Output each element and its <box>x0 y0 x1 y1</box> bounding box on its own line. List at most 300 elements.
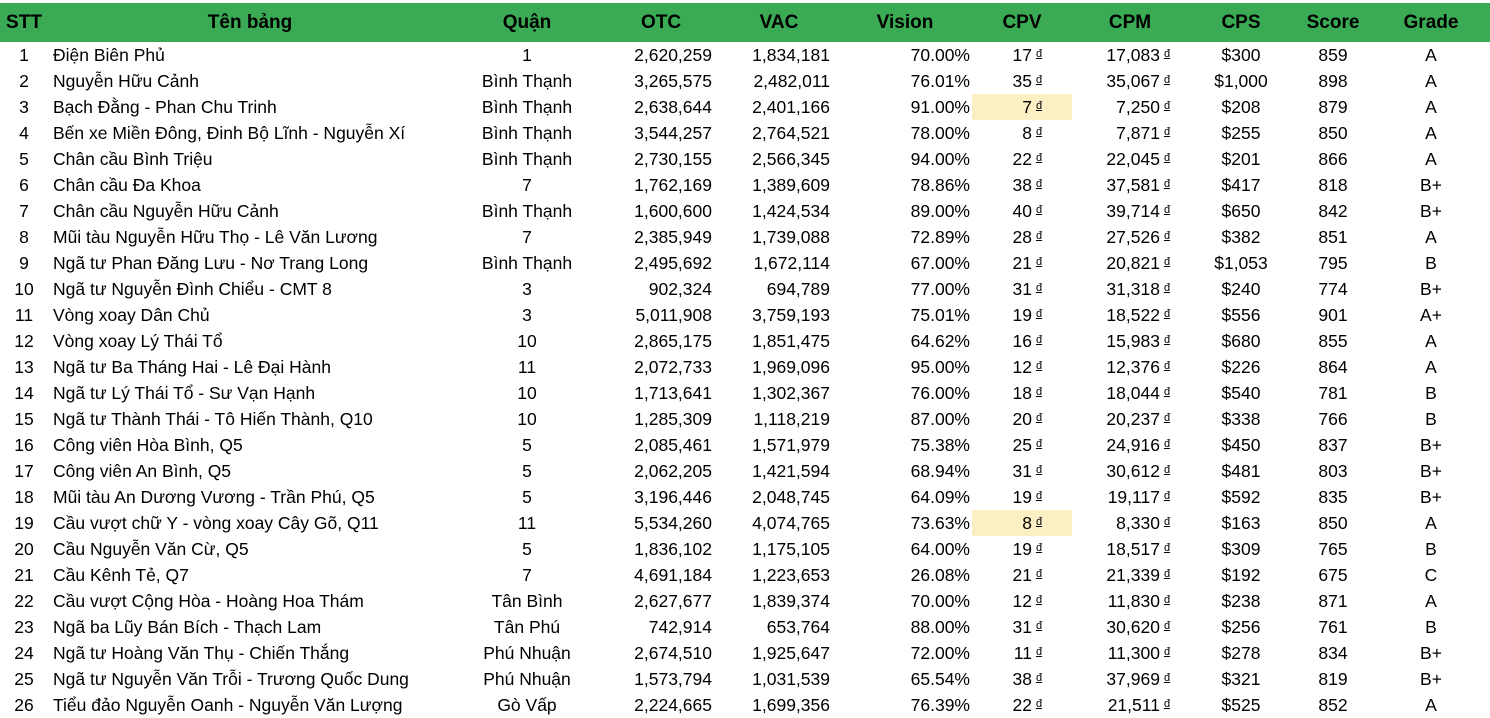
cell-name[interactable]: Ngã ba Lũy Bán Bích - Thạch Lam <box>53 616 322 637</box>
cell-cpv[interactable] <box>972 146 1072 172</box>
cell-cps[interactable]: $417 <box>1221 174 1261 195</box>
cell-vac[interactable]: 1,118,219 <box>753 408 830 429</box>
cell-name[interactable]: Ngã tư Ba Tháng Hai - Lê Đại Hành <box>53 356 331 377</box>
cell-cpm[interactable] <box>1072 120 1188 146</box>
cell-vac[interactable]: 1,851,475 <box>752 330 830 351</box>
cell-name[interactable]: Bạch Đằng - Phan Chu Trinh <box>53 96 277 117</box>
cell-grade[interactable]: B <box>1425 382 1437 403</box>
cell-name[interactable]: Ngã tư Lý Thái Tổ - Sư Vạn Hạnh <box>53 382 316 403</box>
cell-cpm[interactable] <box>1072 224 1188 250</box>
cell-score[interactable]: 850 <box>1318 512 1348 533</box>
cell-vision[interactable]: 72.89% <box>910 226 970 247</box>
cell-otc[interactable]: 4,691,184 <box>634 564 712 585</box>
cell-cpv[interactable] <box>972 588 1072 614</box>
cell-otc[interactable]: 1,836,102 <box>634 538 712 559</box>
cell-score[interactable]: 850 <box>1318 122 1348 143</box>
cell-vac[interactable]: 4,074,765 <box>752 512 830 533</box>
cell-cps[interactable]: $192 <box>1221 564 1261 585</box>
cell-cpm[interactable] <box>1072 484 1188 510</box>
cell-vac[interactable]: 653,764 <box>766 616 830 637</box>
cell-cps[interactable]: $680 <box>1221 330 1261 351</box>
cell-cps[interactable]: $481 <box>1221 460 1261 481</box>
cell-grade[interactable]: B <box>1425 408 1437 429</box>
cell-grade[interactable]: B+ <box>1420 200 1442 221</box>
cell-cps[interactable]: $256 <box>1221 616 1261 637</box>
cell-stt[interactable]: 8 <box>19 226 29 247</box>
cell-district[interactable]: Bình Thạnh <box>481 70 573 91</box>
cell-score[interactable]: 818 <box>1318 174 1348 195</box>
cell-district[interactable]: Phú Nhuận <box>483 668 571 689</box>
column-header-vac[interactable]: VAC <box>720 3 838 42</box>
cell-score[interactable]: 834 <box>1318 642 1348 663</box>
cell-stt[interactable]: 15 <box>14 408 34 429</box>
column-header-stt[interactable]: STT <box>0 3 48 42</box>
cell-vision[interactable]: 78.86% <box>910 174 970 195</box>
cell-stt[interactable]: 5 <box>19 148 29 169</box>
cell-cpv[interactable] <box>972 172 1072 198</box>
cell-vac[interactable]: 1,175,105 <box>752 538 830 559</box>
cell-vac[interactable]: 1,925,647 <box>752 642 830 663</box>
cell-district[interactable]: 7 <box>522 174 532 195</box>
cell-vision[interactable]: 72.00% <box>910 642 970 663</box>
cell-cpv[interactable] <box>972 68 1072 94</box>
cell-stt[interactable]: 10 <box>14 278 34 299</box>
cell-cpv[interactable] <box>972 640 1072 666</box>
cell-otc[interactable]: 2,674,510 <box>634 642 712 663</box>
cell-vision[interactable]: 88.00% <box>910 616 970 637</box>
cell-vac[interactable]: 1,389,609 <box>752 174 830 195</box>
cell-name[interactable]: Công viên Hòa Bình, Q5 <box>53 434 243 455</box>
column-header-cpm[interactable]: CPM <box>1072 3 1188 42</box>
cell-stt[interactable]: 1 <box>19 44 29 65</box>
cell-district[interactable]: Tân Phú <box>493 616 561 637</box>
cell-name[interactable]: Vòng xoay Lý Thái Tổ <box>53 330 223 351</box>
cell-cps[interactable]: $650 <box>1221 200 1261 221</box>
cell-cps[interactable]: $240 <box>1221 278 1261 299</box>
cell-name[interactable]: Mũi tàu An Dương Vương - Trần Phú, Q5 <box>53 486 375 507</box>
column-header-grade[interactable]: Grade <box>1372 3 1490 42</box>
column-header-vision[interactable]: Vision <box>838 3 972 42</box>
cell-otc[interactable]: 2,620,259 <box>634 44 712 65</box>
cell-stt[interactable]: 12 <box>14 330 34 351</box>
column-header-district[interactable]: Quận <box>452 3 602 42</box>
cell-district[interactable]: 1 <box>522 44 532 65</box>
cell-score[interactable]: 859 <box>1318 44 1348 65</box>
cpv-value: 20 <box>1012 409 1032 429</box>
cell-cpv[interactable] <box>972 510 1072 536</box>
cell-vision[interactable]: 64.62% <box>910 330 970 351</box>
cell-cpm[interactable] <box>1072 198 1188 224</box>
cell-vision[interactable]: 78.00% <box>910 122 970 143</box>
cell-district[interactable]: Gò Vấp <box>497 694 557 715</box>
cell-grade[interactable]: A <box>1425 330 1437 351</box>
cell-cpv[interactable] <box>972 432 1072 458</box>
cell-score[interactable]: 837 <box>1318 434 1348 455</box>
cell-cps[interactable]: $382 <box>1221 226 1261 247</box>
cell-vac[interactable]: 1,302,367 <box>752 382 830 403</box>
cell-district[interactable]: 7 <box>522 564 532 585</box>
currency-dong-symbol: đ <box>1163 516 1171 528</box>
cell-stt[interactable]: 23 <box>14 616 34 637</box>
cell-cpv[interactable] <box>972 536 1072 562</box>
cell-otc[interactable]: 1,713,641 <box>634 382 712 403</box>
cell-district[interactable]: 5 <box>522 434 532 455</box>
cell-cpm[interactable] <box>1072 276 1188 302</box>
cell-otc[interactable]: 5,011,908 <box>635 304 712 325</box>
cell-name[interactable]: Tiểu đảo Nguyễn Oanh - Nguyễn Văn Lượng <box>53 694 403 715</box>
cell-vac[interactable]: 2,401,166 <box>752 96 830 117</box>
cell-score[interactable]: 819 <box>1318 668 1348 689</box>
cell-vision[interactable]: 68.94% <box>910 460 970 481</box>
cell-vision[interactable]: 91.00% <box>910 96 970 117</box>
cell-stt[interactable]: 13 <box>14 356 34 377</box>
cell-cpm[interactable] <box>1072 588 1188 614</box>
cell-grade[interactable]: B+ <box>1420 486 1442 507</box>
cell-score[interactable]: 871 <box>1318 590 1348 611</box>
cell-score[interactable]: 855 <box>1318 330 1348 351</box>
cell-otc[interactable]: 2,627,677 <box>634 590 712 611</box>
cell-stt[interactable]: 19 <box>14 512 34 533</box>
cell-vac[interactable]: 1,424,534 <box>752 200 830 221</box>
cell-name[interactable]: Công viên An Bình, Q5 <box>53 460 232 481</box>
cell-vision[interactable]: 75.38% <box>910 434 970 455</box>
cell-vac[interactable]: 1,969,096 <box>752 356 830 377</box>
cell-otc[interactable]: 3,265,575 <box>634 70 712 91</box>
cell-district[interactable]: Bình Thạnh <box>481 252 573 273</box>
cell-cpm[interactable] <box>1072 562 1188 588</box>
cell-score[interactable]: 803 <box>1318 460 1348 481</box>
cell-cpv[interactable] <box>972 562 1072 588</box>
cell-name[interactable]: Ngã tư Thành Thái - Tô Hiến Thành, Q10 <box>53 408 373 429</box>
cell-cpm[interactable] <box>1072 640 1188 666</box>
cell-vision[interactable]: 77.00% <box>910 278 970 299</box>
cell-cpv[interactable] <box>972 250 1072 276</box>
cell-score[interactable]: 851 <box>1318 226 1348 247</box>
cell-stt[interactable]: 17 <box>14 460 34 481</box>
cell-otc[interactable]: 5,534,260 <box>634 512 712 533</box>
cell-vision[interactable]: 76.39% <box>910 694 970 715</box>
cell-stt[interactable]: 2 <box>19 70 29 91</box>
cell-district[interactable]: 10 <box>517 408 537 429</box>
cell-cpm[interactable] <box>1072 432 1188 458</box>
cell-vac[interactable]: 1,571,979 <box>752 434 830 455</box>
cell-vac[interactable]: 1,031,539 <box>752 668 830 689</box>
cell-otc[interactable]: 3,196,446 <box>634 486 712 507</box>
cell-cpm[interactable] <box>1072 614 1188 640</box>
cell-cps[interactable]: $338 <box>1221 408 1261 429</box>
cell-cps[interactable]: $238 <box>1221 590 1261 611</box>
cell-cpm[interactable] <box>1072 692 1188 718</box>
cell-otc[interactable]: 2,062,205 <box>634 460 712 481</box>
cell-cps[interactable]: $592 <box>1221 486 1261 507</box>
cell-stt[interactable]: 21 <box>14 564 34 585</box>
cell-cpm[interactable] <box>1072 94 1188 120</box>
cell-cpm[interactable] <box>1072 380 1188 406</box>
cell-district[interactable]: Phú Nhuận <box>483 642 571 663</box>
column-header-score[interactable]: Score <box>1294 3 1372 42</box>
cell-stt[interactable]: 3 <box>19 96 29 117</box>
column-header-name[interactable]: Tên bảng <box>48 3 452 42</box>
cell-district[interactable]: 3 <box>522 278 532 299</box>
cell-cpm[interactable] <box>1072 458 1188 484</box>
cell-vision[interactable]: 94.00% <box>910 148 970 169</box>
cell-vac[interactable]: 1,672,114 <box>753 252 830 273</box>
cell-stt[interactable]: 9 <box>19 252 29 273</box>
cell-name[interactable]: Điện Biên Phủ <box>53 44 165 65</box>
cell-score[interactable]: 879 <box>1318 96 1348 117</box>
cell-vision[interactable]: 64.09% <box>910 486 970 507</box>
cell-cps[interactable]: $525 <box>1221 694 1261 715</box>
cell-cps[interactable]: $226 <box>1221 356 1261 377</box>
cell-otc[interactable]: 3,544,257 <box>634 122 712 143</box>
cell-vision[interactable]: 64.00% <box>910 538 970 559</box>
cell-name[interactable]: Ngã tư Phan Đăng Lưu - Nơ Trang Long <box>53 252 369 273</box>
cell-vision[interactable]: 95.00% <box>910 356 970 377</box>
cell-cpm[interactable] <box>1072 406 1188 432</box>
cell-stt[interactable]: 6 <box>19 174 29 195</box>
cell-grade[interactable]: A <box>1425 70 1437 91</box>
cell-vac[interactable]: 694,789 <box>766 278 830 299</box>
cell-district[interactable]: 10 <box>517 382 537 403</box>
cell-otc[interactable]: 1,285,309 <box>634 408 712 429</box>
cell-grade[interactable]: B <box>1425 616 1437 637</box>
cell-vac[interactable]: 2,048,745 <box>752 486 830 507</box>
cell-cpv[interactable] <box>972 458 1072 484</box>
column-header-cpv[interactable]: CPV <box>972 3 1072 42</box>
cell-cpv[interactable] <box>972 406 1072 432</box>
cell-cpv[interactable] <box>972 354 1072 380</box>
cell-district[interactable]: 11 <box>517 512 537 533</box>
cell-grade[interactable]: A <box>1425 148 1437 169</box>
cell-score[interactable]: 766 <box>1318 408 1348 429</box>
cell-district[interactable]: Bình Thạnh <box>481 200 573 221</box>
cell-grade[interactable]: A <box>1425 694 1437 715</box>
cell-otc[interactable]: 1,600,600 <box>634 200 712 221</box>
cell-cps[interactable]: $1,000 <box>1214 70 1268 91</box>
cell-grade[interactable]: B+ <box>1420 642 1442 663</box>
cell-vision[interactable]: 76.01% <box>910 70 970 91</box>
cell-vac[interactable]: 1,223,653 <box>752 564 830 585</box>
cell-cps[interactable]: $300 <box>1221 44 1261 65</box>
cell-score[interactable]: 898 <box>1318 70 1348 91</box>
cell-district[interactable]: 3 <box>522 304 532 325</box>
cell-otc[interactable]: 742,914 <box>648 616 712 637</box>
cell-vac[interactable]: 3,759,193 <box>752 304 830 325</box>
cell-cps[interactable]: $201 <box>1221 148 1261 169</box>
cell-vision[interactable]: 70.00% <box>910 590 970 611</box>
cell-cpm[interactable] <box>1072 146 1188 172</box>
cell-stt[interactable]: 7 <box>19 200 29 221</box>
cell-score[interactable]: 781 <box>1318 382 1348 403</box>
cell-name[interactable]: Chân cầu Nguyễn Hữu Cảnh <box>53 200 279 221</box>
cell-otc[interactable]: 2,385,949 <box>634 226 712 247</box>
cell-name[interactable]: Cầu vượt chữ Y - vòng xoay Cây Gõ, Q11 <box>53 512 379 533</box>
cell-cpm[interactable] <box>1072 328 1188 354</box>
cell-cpv[interactable] <box>972 666 1072 692</box>
cell-cps[interactable]: $540 <box>1221 382 1261 403</box>
cell-name[interactable]: Cầu Nguyễn Văn Cừ, Q5 <box>53 538 249 559</box>
cell-grade[interactable]: A <box>1425 356 1437 377</box>
cell-stt[interactable]: 14 <box>14 382 34 403</box>
cell-otc[interactable]: 2,638,644 <box>634 96 712 117</box>
cell-grade[interactable]: A+ <box>1420 304 1442 325</box>
cell-district[interactable]: 10 <box>517 330 537 351</box>
cell-vac[interactable]: 1,739,088 <box>752 226 830 247</box>
cell-cps[interactable]: $255 <box>1221 122 1261 143</box>
cell-otc[interactable]: 2,495,692 <box>634 252 712 273</box>
cell-vac[interactable]: 1,839,374 <box>752 590 830 611</box>
cell-grade[interactable]: A <box>1425 590 1437 611</box>
cell-stt[interactable]: 26 <box>14 694 34 715</box>
cell-cpv[interactable] <box>972 484 1072 510</box>
cell-cpm[interactable] <box>1072 536 1188 562</box>
cell-cpv[interactable] <box>972 380 1072 406</box>
cell-stt[interactable]: 16 <box>14 434 34 455</box>
cell-score[interactable]: 774 <box>1318 278 1348 299</box>
cell-vision[interactable]: 26.08% <box>910 564 970 585</box>
cell-score[interactable]: 835 <box>1318 486 1348 507</box>
cell-cps[interactable]: $450 <box>1221 434 1261 455</box>
cell-grade[interactable]: A <box>1425 122 1437 143</box>
cell-name[interactable]: Mũi tàu Nguyễn Hữu Thọ - Lê Văn Lương <box>53 226 378 247</box>
cell-name[interactable]: Cầu vượt Cộng Hòa - Hoàng Hoa Thám <box>53 590 364 611</box>
cell-otc[interactable]: 2,224,665 <box>634 694 712 715</box>
cell-name[interactable]: Cầu Kênh Tẻ, Q7 <box>53 564 189 585</box>
cell-score[interactable]: 761 <box>1318 616 1348 637</box>
cell-district[interactable]: 5 <box>522 460 532 481</box>
cell-grade[interactable]: B+ <box>1420 174 1442 195</box>
cell-score[interactable]: 765 <box>1318 538 1348 559</box>
cell-score[interactable]: 795 <box>1318 252 1348 273</box>
cell-district[interactable]: 11 <box>517 356 537 377</box>
cell-cpv[interactable] <box>972 614 1072 640</box>
cell-stt[interactable]: 22 <box>14 590 34 611</box>
cell-otc[interactable]: 1,573,794 <box>634 668 712 689</box>
cell-grade[interactable]: B+ <box>1420 434 1442 455</box>
cell-name[interactable]: Vòng xoay Dân Chủ <box>53 304 210 325</box>
cell-grade[interactable]: B+ <box>1420 278 1442 299</box>
cell-cps[interactable]: $208 <box>1221 96 1261 117</box>
cell-cpm[interactable] <box>1072 250 1188 276</box>
cell-vac[interactable]: 2,764,521 <box>752 122 830 143</box>
cell-district[interactable]: 5 <box>522 538 532 559</box>
cell-vac[interactable]: 2,482,011 <box>753 70 830 91</box>
cell-stt[interactable]: 18 <box>14 486 34 507</box>
cell-otc[interactable]: 2,085,461 <box>634 434 712 455</box>
cell-cpv[interactable] <box>972 328 1072 354</box>
cell-vision[interactable]: 73.63% <box>910 512 970 533</box>
cell-otc[interactable]: 1,762,169 <box>634 174 712 195</box>
cell-district[interactable]: Bình Thạnh <box>481 122 573 143</box>
cell-vision[interactable]: 67.00% <box>910 252 970 273</box>
cell-vac[interactable]: 1,834,181 <box>752 44 830 65</box>
cell-name[interactable]: Ngã tư Nguyễn Đình Chiểu - CMT 8 <box>53 278 332 299</box>
cell-name[interactable]: Ngã tư Hoàng Văn Thụ - Chiến Thắng <box>53 642 350 663</box>
cell-cpm[interactable] <box>1072 302 1188 328</box>
cell-vac[interactable]: 1,421,594 <box>752 460 830 481</box>
cell-cps[interactable]: $278 <box>1221 642 1261 663</box>
cell-cpv[interactable] <box>972 120 1072 146</box>
cell-district[interactable]: Tân Bình <box>491 590 563 611</box>
cell-cpm[interactable] <box>1072 510 1188 536</box>
cell-cpm[interactable] <box>1072 42 1188 68</box>
cell-cpm[interactable] <box>1072 354 1188 380</box>
cell-stt[interactable]: 25 <box>14 668 34 689</box>
cell-grade[interactable]: B <box>1425 538 1437 559</box>
cell-otc[interactable]: 2,072,733 <box>634 356 712 377</box>
cell-cpv[interactable] <box>972 94 1072 120</box>
cell-vision[interactable]: 89.00% <box>910 200 970 221</box>
cell-vision[interactable]: 70.00% <box>910 44 970 65</box>
cell-district[interactable]: 7 <box>522 226 532 247</box>
column-header-cps[interactable]: CPS <box>1188 3 1294 42</box>
cell-vision[interactable]: 75.01% <box>910 304 970 325</box>
cell-name[interactable]: Chân cầu Đa Khoa <box>53 174 201 195</box>
cell-grade[interactable]: A <box>1425 96 1437 117</box>
cell-cps[interactable]: $309 <box>1221 538 1261 559</box>
cell-score[interactable]: 675 <box>1318 564 1348 585</box>
cell-cpv[interactable] <box>972 224 1072 250</box>
cell-cpv[interactable] <box>972 692 1072 718</box>
cell-cpm[interactable] <box>1072 172 1188 198</box>
cell-cps[interactable]: $163 <box>1221 512 1261 533</box>
cell-cpv[interactable] <box>972 302 1072 328</box>
cell-stt[interactable]: 4 <box>19 122 29 143</box>
cell-vac[interactable]: 2,566,345 <box>752 148 830 169</box>
cell-score[interactable]: 864 <box>1318 356 1348 377</box>
cell-score[interactable]: 901 <box>1318 304 1348 325</box>
column-header-otc[interactable]: OTC <box>602 3 720 42</box>
cell-district[interactable]: 5 <box>522 486 532 507</box>
cell-cpv[interactable] <box>972 198 1072 224</box>
cell-score[interactable]: 866 <box>1318 148 1348 169</box>
cell-name[interactable]: Bến xe Miền Đông, Đinh Bộ Lĩnh - Nguyễn Xí <box>53 122 406 143</box>
cell-district[interactable]: Bình Thạnh <box>481 148 573 169</box>
cell-cpm[interactable] <box>1072 68 1188 94</box>
cell-score[interactable]: 852 <box>1318 694 1348 715</box>
cell-vac[interactable]: 1,699,356 <box>752 694 830 715</box>
cell-grade[interactable]: A <box>1425 226 1437 247</box>
cell-cps[interactable]: $556 <box>1221 304 1261 325</box>
cell-otc[interactable]: 2,730,155 <box>634 148 712 169</box>
cell-grade[interactable]: C <box>1424 564 1438 585</box>
cell-cps[interactable]: $1,053 <box>1214 252 1268 273</box>
cell-cpm[interactable] <box>1072 666 1188 692</box>
cell-grade[interactable]: A <box>1425 44 1437 65</box>
cell-name[interactable]: Ngã tư Nguyễn Văn Trỗi - Trương Quốc Dung <box>53 668 409 689</box>
cell-grade[interactable]: B <box>1425 252 1437 273</box>
cell-district[interactable]: Bình Thạnh <box>481 96 573 117</box>
cell-score[interactable]: 842 <box>1318 200 1348 221</box>
cell-stt[interactable]: 11 <box>14 304 34 325</box>
cell-grade[interactable]: B+ <box>1420 460 1442 481</box>
cell-stt[interactable]: 20 <box>14 538 34 559</box>
cell-cps[interactable]: $321 <box>1221 668 1261 689</box>
cell-stt[interactable]: 24 <box>14 642 34 663</box>
currency-dong-symbol: đ <box>1035 568 1043 580</box>
cell-grade[interactable]: B+ <box>1420 668 1442 689</box>
cell-vision[interactable]: 65.54% <box>910 668 970 689</box>
cell-vision[interactable]: 76.00% <box>910 382 970 403</box>
cell-otc[interactable]: 2,865,175 <box>634 330 712 351</box>
cell-vision[interactable]: 87.00% <box>910 408 970 429</box>
cell-otc[interactable]: 902,324 <box>648 278 712 299</box>
cell-grade[interactable]: A <box>1425 512 1437 533</box>
cell-name[interactable]: Nguyễn Hữu Cảnh <box>53 70 199 91</box>
cell-cpv[interactable] <box>972 276 1072 302</box>
cell-name[interactable]: Chân cầu Bình Triệu <box>53 148 213 169</box>
cell-cpv[interactable] <box>972 42 1072 68</box>
